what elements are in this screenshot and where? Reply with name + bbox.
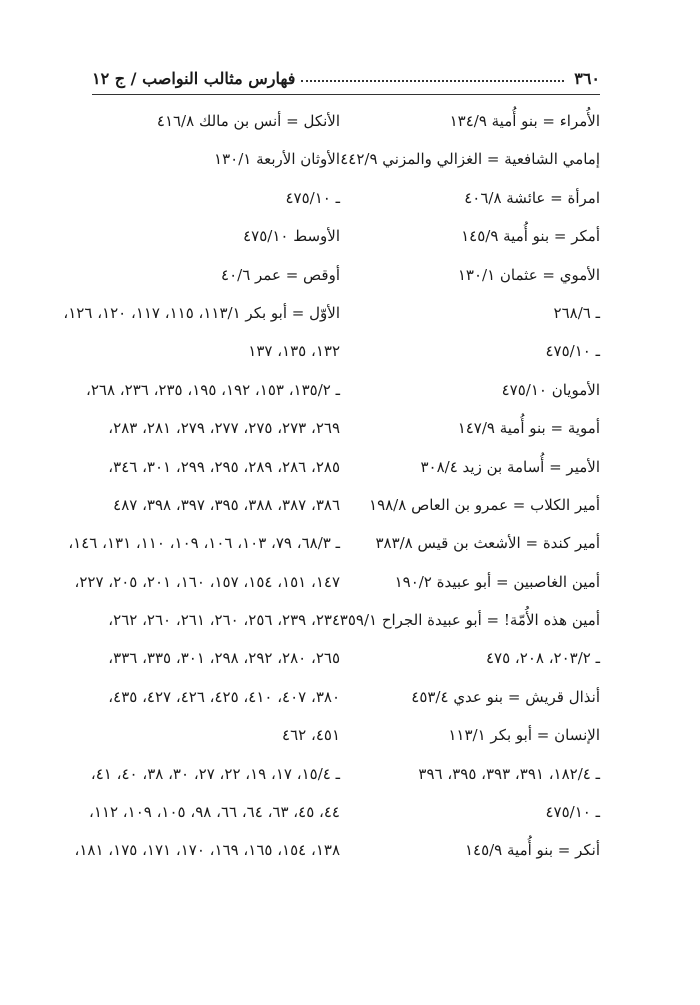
index-entry: إمامي الشافعية = الغزالي والمزني ٤٤٢/٩ [340,150,600,169]
index-entry: أنذال قريش = بنو عدي ٤٥٣/٤ [411,687,600,706]
index-entry: ٢٦٥، ٢٨٠، ٢٩٢، ٢٩٨، ٣٠١، ٣٣٥، ٣٣٦، [108,649,340,668]
index-entry: الأوّل = أبو بكر ١١٣/١، ١١٥، ١١٧، ١٢٠، ١٢٦، [63,303,340,322]
index-entry: أمير الكلاب = عمرو بن العاص ١٩٨/٨ [369,495,600,514]
leader-dots [301,80,564,82]
index-entry: ١٣٢، ١٣٥، ١٣٧ [248,342,340,361]
index-entry: الأوثان الأربعة ١٣٠/١ [214,150,340,169]
index-entry: ـ ١٥/٤، ١٧، ١٩، ٢٢، ٢٧، ٣٠، ٣٨، ٤٠، ٤١، [90,764,340,783]
index-entry: ـ ٤٧٥/١٠ [545,803,600,822]
index-entry: الأنكل = أنس بن مالك ٤١٦/٨ [156,112,340,130]
index-entry: ٣٨٦، ٣٨٧، ٣٨٨، ٣٩٥، ٣٩٧، ٣٩٨، ٤٨٧ [113,495,340,514]
index-entry: ـ ٤٧٥/١٠ [285,188,340,207]
running-title: فهارس مثالب النواصب / ج ١٢ [92,69,296,88]
index-entry: الإنسان = أبو بكر ١١٣/١ [448,726,600,745]
index-entry: أمكر = بنو أُمية ١٤٥/٩ [461,227,600,246]
index-entry: ٢٨٥، ٢٨٦، ٢٨٩، ٢٩٥، ٢٩٩، ٣٠١، ٣٤٦، [108,457,340,476]
index-entry: ـ ٢٠٣/٢، ٢٠٨، ٤٧٥ [485,649,600,668]
index-entry: الأوسط ٤٧٥/١٠ [243,227,340,246]
index-entry: الأموي = عثمان ١٣٠/١ [457,265,600,284]
index-entry: ـ ٢٦٨/٦ [553,303,600,322]
index-entry: ٢٦٩، ٢٧٣، ٢٧٥، ٢٧٧، ٢٧٩، ٢٨١، ٢٨٣، [108,419,340,438]
index-entry: أمير كندة = الأشعث بن قيس ٣٨٣/٨ [375,534,600,553]
index-entry: ١٣٨، ١٥٤، ١٦٥، ١٦٩، ١٧٠، ١٧١، ١٧٥، ١٨١، [74,841,340,860]
index-entry: ٢٣٤، ٢٣٩، ٢٥٦، ٢٦٠، ٢٦١، ٢٦٠، ٢٦٢، [108,611,340,630]
index-entry: أمين الغاصبين = أبو عبيدة ١٩٠/٢ [394,572,600,591]
index-entry: أمين هذه الأُمّة! = أبو عبيدة الجراح ٣٥٩/١ [339,611,600,630]
index-entry: ٤٤، ٤٥، ٦٣، ٦٤، ٦٦، ٩٨، ١٠٥، ١٠٩، ١١٢، [89,803,340,822]
index-entry: أنكر = بنو أُمية ١٤٥/٩ [464,841,600,860]
index-entry: ـ ١٣٥/٢، ١٥٣، ١٩٢، ١٩٥، ٢٣٥، ٢٣٦، ٢٦٨، [86,380,340,399]
index-entry: الأُمراء = بنو أُمية ١٣٤/٩ [449,112,600,130]
index-entry: أوقص = عمر ٤٠/٦ [221,265,340,284]
index-entry: ١٤٧، ١٥١، ١٥٤، ١٥٧، ١٦٠، ٢٠١، ٢٠٥، ٢٢٧، [74,572,340,591]
index-column-right [339,102,600,870]
index-entry: أموية = بنو أُمية ١٤٧/٩ [457,419,600,438]
index-entry: ـ ١٨٢/٤، ٣٩١، ٣٩٣، ٣٩٥، ٣٩٦ [418,764,600,783]
header-rule [92,94,600,95]
index-column-left [63,102,340,870]
index-entry: ٤٥١، ٤٦٢ [282,726,340,745]
index-entry: الأمويان ٤٧٥/١٠ [501,380,600,399]
running-header [92,56,600,88]
index-entry: امرأة = عائشة ٤٠٦/٨ [464,188,600,207]
index-entry: ٣٨٠، ٤٠٧، ٤١٠، ٤٢٥، ٤٢٦، ٤٢٧، ٤٣٥، [108,687,340,706]
index-entry: ـ ٤٧٥/١٠ [545,342,600,361]
index-entry: الأمير = أُسامة بن زيد ٣٠٨/٤ [420,457,600,476]
page-number: ٣٦٠ [574,69,600,88]
index-entry: ـ ٦٨/٣، ٧٩، ١٠٣، ١٠٦، ١٠٩، ١١٠، ١٣١، ١٤٦، [68,534,340,553]
